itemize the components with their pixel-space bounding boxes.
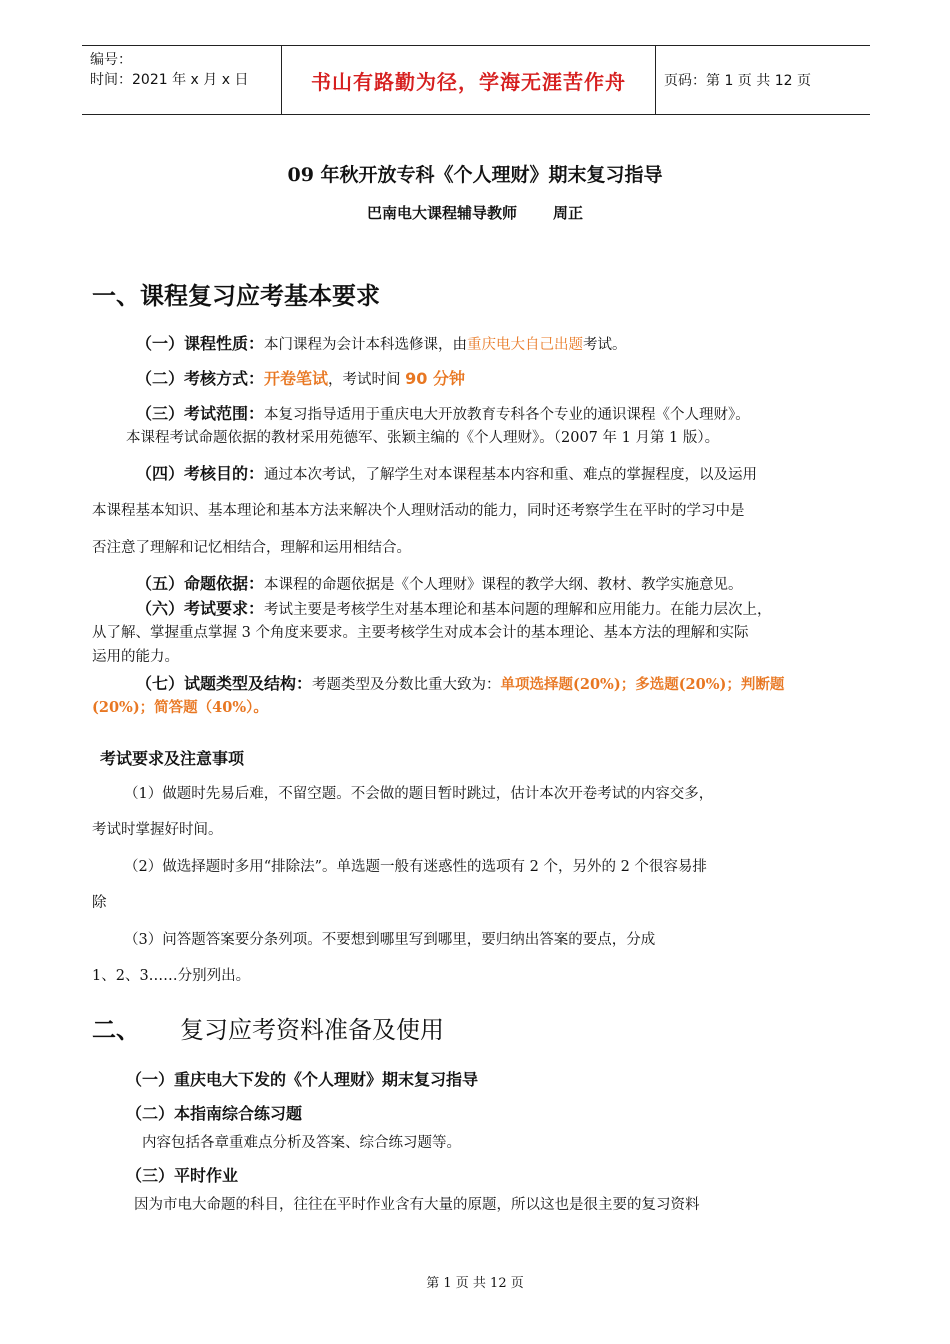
section-1-heading: 一、课程复习应考基本要求	[92, 282, 380, 310]
item-3-line-2: 本课程考试命题依据的教材采用苑德军、张颖主编的《个人理财》。（2007 年 1 月第 1 版）。	[126, 430, 720, 446]
item-4-line1: 通过本次考试，了解学生对本课程基本内容和重、难点的掌握程度，以及运用	[264, 467, 758, 483]
item-6-line-1	[136, 596, 772, 623]
page-footer: 第 1 页 共 12 页	[426, 1276, 524, 1291]
item-6-line1: 考试主要是考核学生对基本理论和基本问题的理解和应用能力。在能力层次上，	[264, 602, 772, 618]
item-2-highlight-2: 90 分钟	[405, 369, 465, 388]
item-1-highlight: 重庆电大自己出题	[467, 337, 584, 353]
item-3-text-a: 本复习指导适用于重庆电大开放教育专科各个专业的通识课程《个人理财》。	[264, 407, 750, 423]
item-6-label: （六）考试要求：	[136, 599, 265, 618]
note-3-line-1: （3）问答题答案要分条列项。不要想到哪里写到哪里，要归纳出答案的要点，分成	[124, 932, 656, 948]
item-7-text-a: 考题类型及分数比重大致为：	[312, 677, 501, 693]
author-line	[0, 202, 950, 223]
item-4-line-1	[136, 461, 757, 488]
item-7-highlight: 单项选择题(20%)；多选题(20%)；判断题	[500, 676, 785, 693]
item-1-label: （一）课程性质：	[136, 334, 265, 353]
section-2-item-2-desc: 内容包括各章重难点分析及答案、综合练习题等。	[142, 1135, 461, 1151]
section-2-item-2: （二）本指南综合练习题	[126, 1104, 303, 1123]
section-2-item-1: （一）重庆电大下发的《个人理财》期末复习指导	[126, 1070, 479, 1089]
header-meta-cell	[82, 46, 282, 114]
item-3-label: （三）考试范围：	[136, 404, 265, 423]
note-1-line-2: 考试时掌握好时间。	[92, 822, 223, 838]
author-name: 周正	[553, 204, 584, 222]
section-2-heading	[92, 1010, 444, 1045]
item-6-line-2: 从了解、掌握重点掌握 3 个角度来要求。主要考核学生对成本会计的基本理论、基本方法的理解和实际	[92, 625, 749, 641]
item-1	[136, 331, 627, 358]
document-title: 09 年秋开放专科《个人理财》期末复习指导	[287, 164, 663, 186]
item-7-line-2: (20%)；简答题（40%）。	[92, 699, 268, 716]
item-5-label: （五）命题依据：	[136, 574, 265, 593]
section-2-item-3: （三）平时作业	[126, 1166, 239, 1185]
note-2-line-1: （2）做选择题时多用“排除法”。单选题一般有迷惑性的选项有 2 个，另外的 2 个很容易排	[124, 859, 707, 875]
item-3-line-1	[136, 401, 750, 428]
item-2	[136, 366, 465, 393]
notes-heading: 考试要求及注意事项	[100, 749, 245, 768]
header-page-info: 页码：第 1 页 共 12 页	[664, 73, 811, 89]
item-4-line-2: 本课程基本知识、基本理论和基本方法来解决个人理财活动的能力，同时还考察学生在平时的学习中是	[92, 503, 745, 519]
note-2-line-2: 除	[92, 895, 107, 911]
section-2-heading-num: 二、	[92, 1016, 140, 1044]
item-1-text-b: 考试。	[583, 337, 627, 353]
item-5-text-a: 本课程的命题依据是《个人理财》课程的教学大纲、教材、教学实施意见。	[264, 577, 743, 593]
item-1-text-a: 本门课程为会计本科选修课，由	[264, 337, 468, 353]
item-7-line-1	[136, 671, 784, 698]
section-2-heading-text: 复习应考资料准备及使用	[180, 1016, 444, 1044]
item-4-label: （四）考核目的：	[136, 464, 265, 483]
item-4-line-3: 否注意了理解和记忆相结合，理解和运用相结合。	[92, 540, 411, 556]
item-5	[136, 571, 743, 598]
doc-number-label: 编号：	[90, 52, 132, 68]
item-6-line-3: 运用的能力。	[92, 649, 179, 665]
note-1-line-1: （1）做题时先易后难，不留空题。不会做的题目暂时跳过，估计本次开卷考试的内容交多，	[124, 786, 714, 802]
note-3-line-2: 1、2、3……分别列出。	[92, 968, 251, 984]
item-7-label: （七）试题类型及结构：	[136, 674, 313, 693]
item-2-text-a: ，考试时间	[328, 372, 406, 388]
author-org: 巴南电大课程辅导教师	[366, 204, 517, 222]
item-2-highlight: 开卷笔试	[264, 369, 329, 388]
item-2-label: （二）考核方式：	[136, 369, 265, 388]
doc-time-label: 时间：2021 年 x 月 x 日	[90, 72, 249, 88]
header-motto: 书山有路勤为径，学海无涯苦作舟	[282, 46, 656, 114]
header-table	[82, 45, 870, 115]
section-2-item-3-desc: 因为市电大命题的科目，往往在平时作业含有大量的原题，所以这也是很主要的复习资料	[134, 1197, 700, 1213]
